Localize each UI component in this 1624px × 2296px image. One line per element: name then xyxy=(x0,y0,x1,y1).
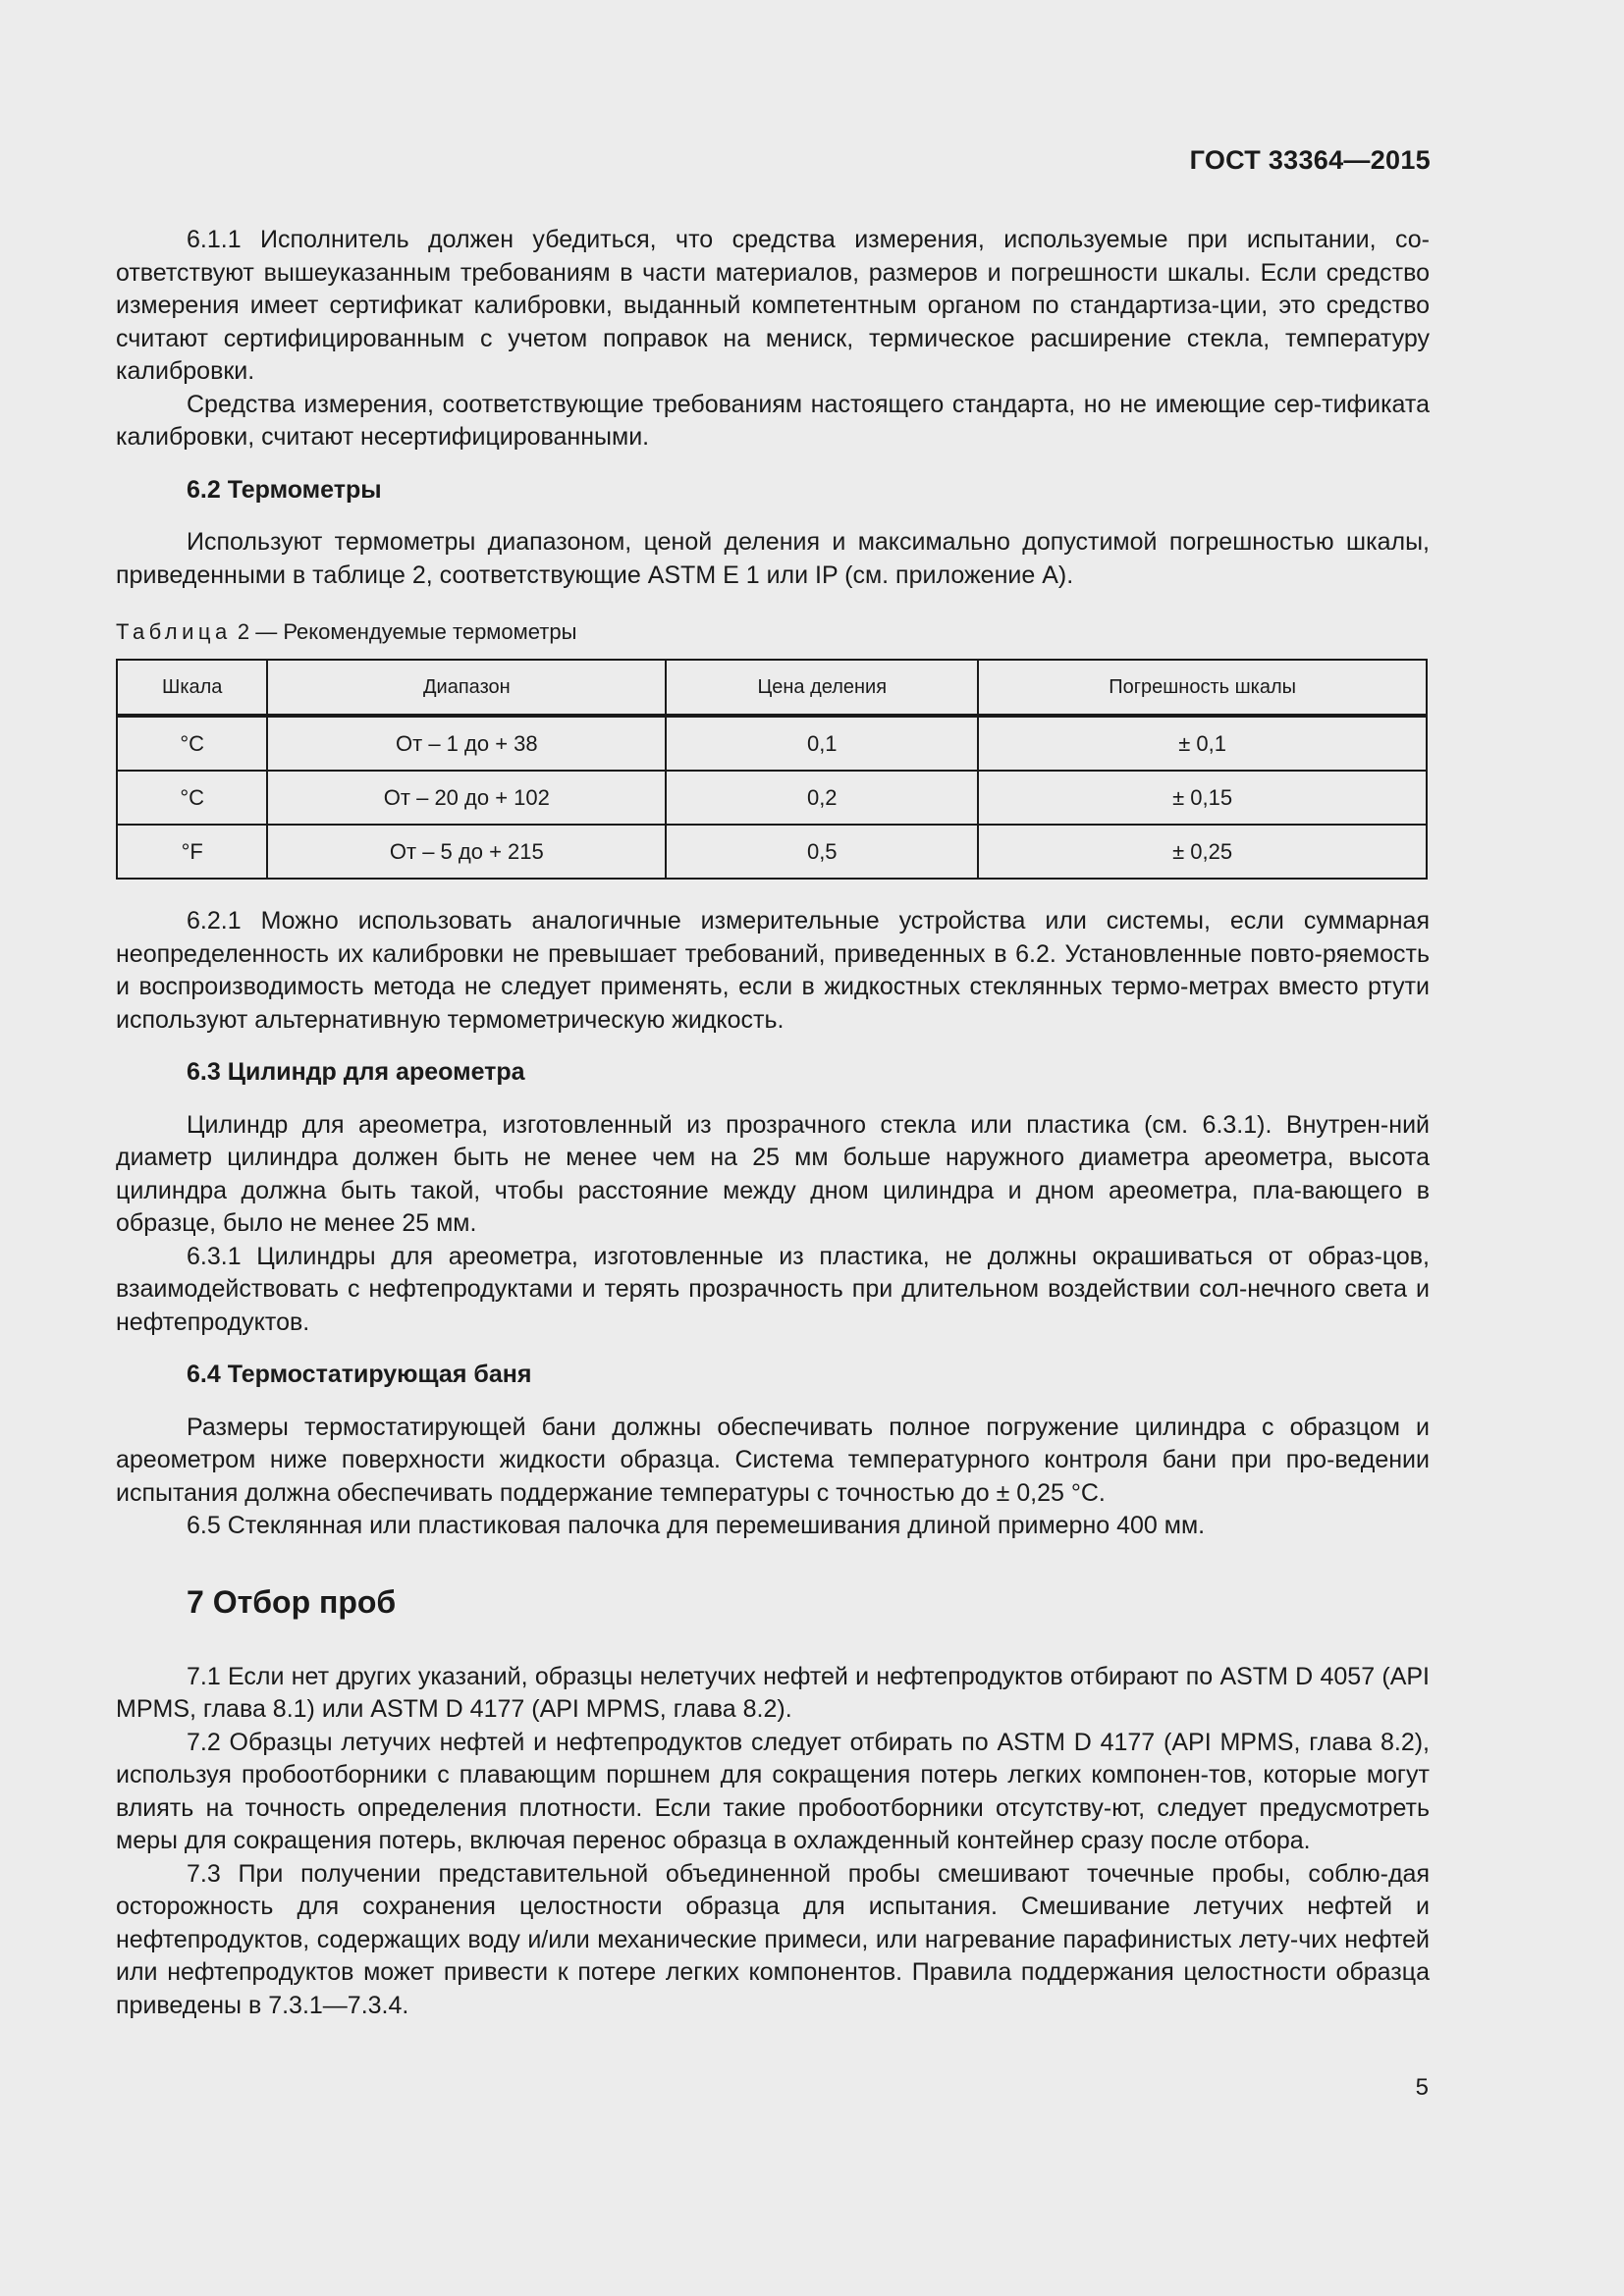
paragraph-7-2: 7.2 Образцы летучих нефтей и нефтепродуктов следует отбирать по ASTM D 4177 (API MPMS, глава 8.2), используя пробоотборники с плавающим поршнем для сокращения потерь легких компонен-тов, которые могут влиять на точность определения плотности. Если такие пробоотборники отсутству-ют, следует предусмотреть меры для сокращения потерь, включая перенос образца в охлажденный контейнер сразу после отбора. xyxy=(116,1728,1430,1854)
column-header: Шкала xyxy=(117,660,267,716)
table-cell: ± 0,1 xyxy=(978,716,1427,771)
table-cell: 0,1 xyxy=(666,716,978,771)
column-header: Погрешность шкалы xyxy=(978,660,1427,716)
table-header-row xyxy=(117,660,1427,716)
table-cell: От – 20 до + 102 xyxy=(267,771,666,825)
table-cell: °C xyxy=(117,716,267,771)
paragraph-7-1: 7.1 Если нет других указаний, образцы нелетучих нефтей и нефтепродуктов отбирают по ASTM D 4057 (API MPMS, глава 8.1) или ASTM D 4177 (API MPMS, глава 8.2). xyxy=(116,1662,1430,1723)
table-cell: 0,5 xyxy=(666,825,978,879)
table-cell: От – 1 до + 38 xyxy=(267,716,666,771)
column-header: Диапазон xyxy=(267,660,666,716)
thermometer-table xyxy=(116,659,1428,880)
page-number: 5 xyxy=(1415,2074,1429,2101)
table-cell: 0,2 xyxy=(666,771,978,825)
heading-7: 7 Отбор проб xyxy=(187,1583,397,1620)
heading-6-3: 6.3 Цилиндр для ареометра xyxy=(187,1058,525,1086)
paragraph-6-1-1: 6.1.1 Исполнитель должен убедиться, что средства измерения, используемые при испытании, со-ответствуют вышеуказанным требованиям в части материалов, размеров и погрешности шкалы. Если средство измерения имеет сертификат калибровки, выданный компетентным органом по стандартиза-ции, это средство считают сертифицированным с учетом поправок на мениск, термическое расширение стекла, температуру калибровки. xyxy=(116,226,1430,385)
heading-6-2: 6.2 Термометры xyxy=(187,475,382,504)
table-cell: От – 5 до + 215 xyxy=(267,825,666,879)
table-caption-title: 2 — Рекомендуемые термометры xyxy=(231,619,577,644)
table-row xyxy=(117,771,1427,825)
paragraph-6-3: Цилиндр для ареометра, изготовленный из прозрачного стекла или пластика (см. 6.3.1). Внутрен-ний диаметр цилиндра должен быть не менее чем на 25 мм больше наружного диаметра ареометра, высота цилиндра должна быть такой, чтобы расстояние между дном цилиндра и дном ареометра, пла-вающего в образце, было не менее 25 мм. xyxy=(116,1110,1430,1237)
paragraph-6-1-1-cont: Средства измерения, соответствующие требованиям настоящего стандарта, но не имеющие сер-тификата калибровки, считают несертифицированными. xyxy=(116,390,1430,451)
document-header: ГОСТ 33364—2015 xyxy=(1189,145,1431,175)
table-cell: °F xyxy=(117,825,267,879)
paragraph-7-3: 7.3 При получении представительной объединенной пробы смешивают точечные пробы, соблю-дая осторожность для сохранения целостности образца для испытания. Смешивание летучих нефтей и нефтепродуктов, содержащих воду и/или механические примеси, или нагревание парафинистых лету-чих нефтей или нефтепродуктов может привести к потере легких компонентов. Правила поддержания целостности образца приведены в 7.3.1—7.3.4. xyxy=(116,1859,1430,2019)
table-cell: ± 0,15 xyxy=(978,771,1427,825)
heading-6-4: 6.4 Термостатирующая баня xyxy=(187,1361,532,1388)
table-row xyxy=(117,716,1427,771)
paragraph-6-2: Используют термометры диапазоном, ценой деления и максимально допустимой погрешностью шкалы, приведенными в таблице 2, соответствующие ASTM E 1 или IP (см. приложение A). xyxy=(116,528,1430,589)
table-caption xyxy=(116,617,1430,647)
table-cell: ± 0,25 xyxy=(978,825,1427,879)
table-caption-label: Таблица xyxy=(116,619,232,644)
table-row xyxy=(117,825,1427,879)
document-body xyxy=(116,224,1430,2022)
paragraph-6-5: 6.5 Стеклянная или пластиковая палочка для перемешивания длиной примерно 400 мм. xyxy=(187,1512,1206,1539)
paragraph-6-4: Размеры термостатирующей бани должны обеспечивать полное погружение цилиндра с образцом и ареометром ниже поверхности жидкости образца. Система температурного контроля бани при про-ведении испытания должна обеспечивать поддержание температуры с точностью до ± 0,25 °С. xyxy=(116,1413,1430,1507)
paragraph-6-3-1: 6.3.1 Цилиндры для ареометра, изготовленные из пластика, не должны окрашиваться от образ-цов, взаимодействовать с нефтепродуктами и терять прозрачность при длительном воздействии сол-нечного света и нефтепродуктов. xyxy=(116,1242,1430,1336)
column-header: Цена деления xyxy=(666,660,978,716)
table-cell: °C xyxy=(117,771,267,825)
paragraph-6-2-1: 6.2.1 Можно использовать аналогичные измерительные устройства или системы, если суммарная неопределенность их калибровки не превышает требований, приведенных в 6.2. Установленные повто-ряемость и воспроизводимость метода не следует применять, если в жидкостных стеклянных термо-метрах вместо ртути используют альтернативную термометрическую жидкость. xyxy=(116,907,1430,1034)
